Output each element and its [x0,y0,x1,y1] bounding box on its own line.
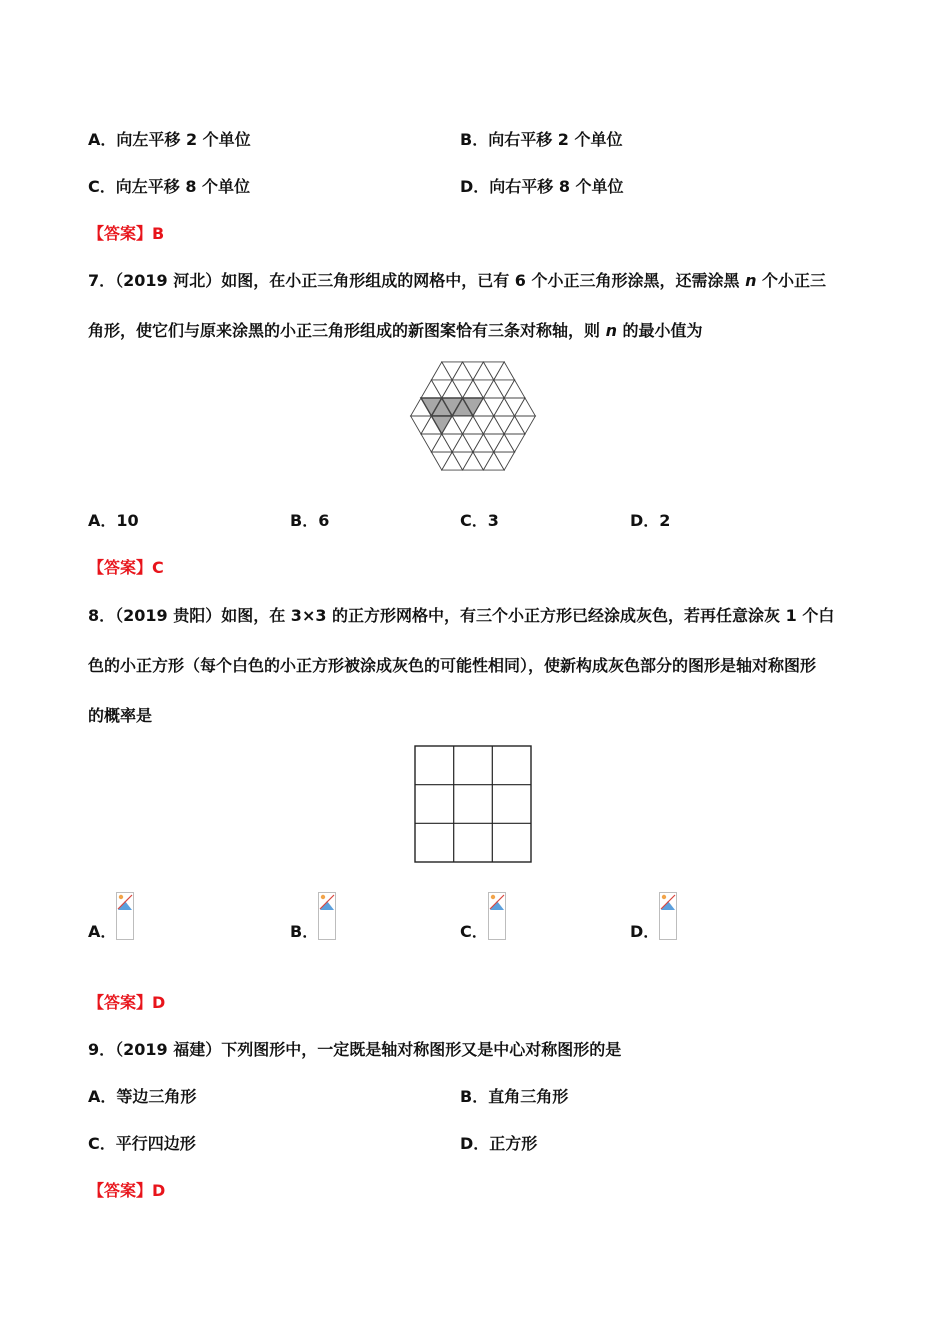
q7-stem-line1 [88,268,826,291]
q9-option-c: C．平行四边形 [88,1134,196,1153]
q7-option-c: C．3 [460,511,499,530]
q8-stem-line3: 的概率是 [88,706,153,725]
q7-stem-line2-pre: 角形，使它们与原来涂黑的小正三角形组成的新图案恰有三条对称轴，则 [88,321,606,340]
q7-variable-n: n [745,271,757,290]
q8-option-a: A． [88,922,117,941]
q7-stem-line1-pre: 7．（2019 河北）如图，在小正三角形组成的网格中，已有 6 个小正三角形涂黑，还需涂黑 [88,271,746,290]
q8-square-grid-figure [414,745,532,863]
q6-answer: 【答案】B [88,224,165,243]
q6-option-d: D．向右平移 8 个单位 [460,177,624,196]
q8-option-c-image-placeholder-icon [488,892,506,940]
q7-triangle-grid-figure [410,360,536,472]
q9-stem: 9．（2019 福建）下列图形中，一定既是轴对称图形又是中心对称图形的是 [88,1040,622,1059]
q7-answer: 【答案】C [88,558,164,577]
q8-option-d: D． [630,922,660,941]
q8-answer: 【答案】D [88,993,166,1012]
q7-stem-line2-post: 的最小值为 [616,321,703,340]
q8-option-d-image-placeholder-icon [659,892,677,940]
q6-option-a: A．向左平移 2 个单位 [88,130,251,149]
q7-variable-n-2: n [605,321,617,340]
q8-stem-line2: 色的小正方形（每个白色的小正方形被涂成灰色的可能性相同），使新构成灰色部分的图形是轴对称图形 [88,656,817,675]
q6-option-c: C．向左平移 8 个单位 [88,177,251,196]
q8-option-b-image-placeholder-icon [318,892,336,940]
q9-option-b: B．直角三角形 [460,1087,569,1106]
q7-stem-line2 [88,318,703,341]
q8-stem-line1: 8．（2019 贵阳）如图，在 3×3 的正方形网格中，有三个小正方形已经涂成灰色，若再任意涂灰 1 个白 [88,606,835,625]
q8-option-b: B． [290,922,319,941]
q7-option-d: D．2 [630,511,671,530]
q7-stem-line1-post: 个小正三 [756,271,827,290]
q8-option-a-image-placeholder-icon [116,892,134,940]
q6-option-b: B．向右平移 2 个单位 [460,130,623,149]
q8-option-c: C． [460,922,488,941]
q7-option-a: A．10 [88,511,139,530]
q9-option-a: A．等边三角形 [88,1087,197,1106]
q9-answer: 【答案】D [88,1181,166,1200]
q9-option-d: D．正方形 [460,1134,538,1153]
q7-option-b: B．6 [290,511,330,530]
